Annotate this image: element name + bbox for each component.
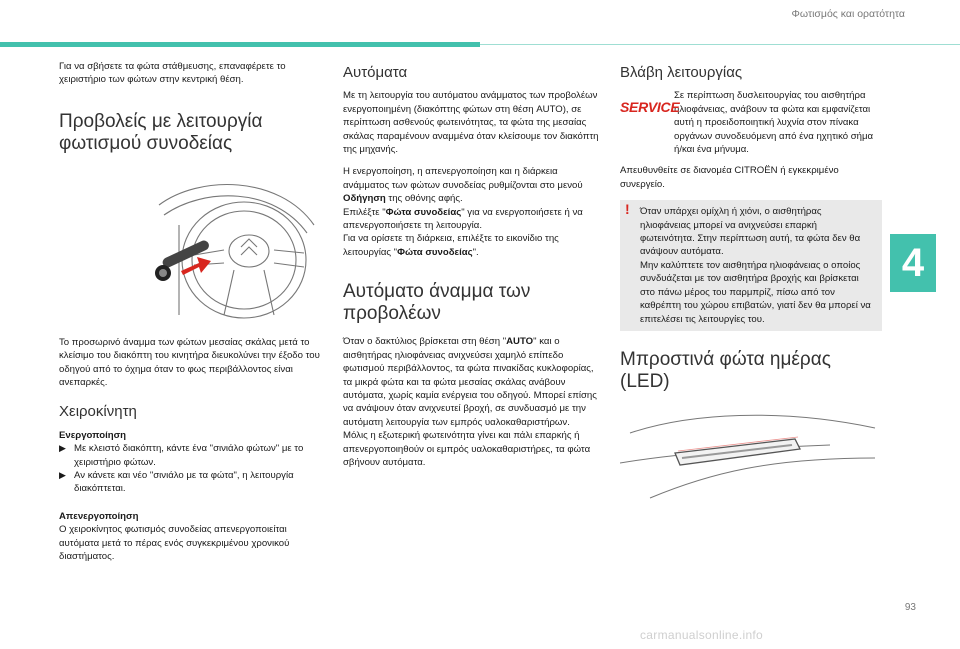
column-left <box>59 60 324 573</box>
steering-wheel-drawing <box>59 165 324 330</box>
heading-follow-me-lights: Προβολείς με λειτουργία φωτισμού συνοδείας <box>59 110 263 154</box>
dealer-text: Απευθυνθείτε σε διανομέα CITROËN ή εγκεκριμένο συνεργείο. <box>620 165 839 190</box>
follow-me-description: Το προσωρινό άναμμα των φώτων μεσαίας σκάλας μετά το κλείσιμο του διακόπτη του κινητήρα διευκολύνει την έξοδο του οδηγού από το όχημα όταν το φως περιβάλλοντος είναι ανεπαρκές. <box>59 336 320 389</box>
list-item: ▶ Με κλειστό διακόπτη, κάντε ένα "σινιάλο φώτων" με το χειριστήριο φώτων. <box>59 443 304 468</box>
deactivation-text: Ο χειροκίνητος φωτισμός συνοδείας απενεργοποιείται αυτόματα μετά το πέρας ενός συγκεκριμένου χρονικού διαστήματος. <box>59 524 290 563</box>
auto-paragraph-1: Με τη λειτουργία του αυτόματου ανάμματος των προβολέων ενεργοποιημένη (διακόπτης φώτων στη θέση AUTO), σε περίπτωση ασθενούς φωτεινότητας, τα φώτα της μεσαίας σκάλας παραμένουν αναμμένα όταν κλείσουμε τον διακόπτη της μηχανής. <box>343 90 599 156</box>
heading-daytime-running-lights: Μπροστινά φώτα ημέρας (LED) <box>620 348 831 392</box>
steering-wheel-illustration <box>59 165 324 330</box>
auto-headlamps-paragraph-2: Μόλις η εξωτερική φωτεινότητα γίνει και πάλι επαρκής ή απενεργοποιηθούν οι εμπρός υαλοκαθαριστήρες, τα φώτα σβήνουν αυτόματα. <box>343 430 591 468</box>
drl-illustration <box>620 403 882 513</box>
auto-paragraph-3: Επιλέξτε "Φώτα συνοδείας" για να ενεργοποιήσετε ή να απενεργοποιήσετε τη λειτουργία. <box>343 206 583 232</box>
arrow-bullet-icon: ▶ <box>59 443 66 454</box>
list-item: ▶ Αν κάνετε και νέο "σινιάλο με τα φώτα", η λειτουργία διακόπτεται. <box>59 470 294 495</box>
watermark: carmanualsonline.info <box>640 628 764 642</box>
warning-note <box>620 200 882 331</box>
column-right <box>620 60 882 513</box>
header-rule <box>480 44 960 45</box>
drl-headlamp-drawing <box>620 403 882 513</box>
chapter-tab: 4 <box>890 234 936 292</box>
header-accent-bar <box>0 42 480 47</box>
service-warning-icon: SERVICE <box>620 99 680 116</box>
intro-text: Για να σβήσετε τα φώτα στάθμευσης, επαναφέρετε το χειριστήριο των φώτων στην κεντρική θέση. <box>59 61 286 86</box>
heading-manual: Χειροκίνητη <box>59 403 137 421</box>
note-paragraph-1: Όταν υπάρχει ομίχλη ή χιόνι, ο αισθητήρας ηλιοφάνειας μπορεί να ανιχνεύσει επαρκή φωτεινότητα. Στην περίπτωση αυτή, τα φώτα δεν θα ανάψουν αυτόματα. <box>640 206 861 258</box>
auto-paragraph-2: Η ενεργοποίηση, η απενεργοποίηση και η διάρκεια ανάμματος των φώτων συνοδείας ρυθμίζονται στο μενού Οδήγηση της οθόνης αφής. <box>343 166 583 205</box>
warning-exclamation-icon: ! <box>625 201 630 218</box>
heading-automatic: Αυτόματα <box>343 64 408 81</box>
column-middle <box>343 60 605 478</box>
malfunction-text: Σε περίπτωση δυσλειτουργίας του αισθητήρα ηλιοφάνειας, ανάβουν τα φώτα και εμφανίζεται αυτή η προειδοποιητική λυχνία στον πίνακα οργάνων συνοδευόμενη από ένα ηχητικό σήμα ή/και ένα μήνυμα. <box>674 90 874 156</box>
section-title: Φωτισμός και ορατότητα <box>791 8 905 20</box>
note-paragraph-2: Μην καλύπτετε τον αισθητήρα ηλιοφάνειας ο οποίος συνδυάζεται με τον αισθητήρα βροχής και βρίσκεται στο πάνω μέρος του παρμπρίζ, πίσω από τον καθρέπτη του χώρου επιβατών, γιατί δεν θα μπορεί να επιτελέσει τις λειτουργίες του. <box>640 259 871 325</box>
activation-label: Ενεργοποίηση <box>59 429 127 441</box>
auto-headlamps-paragraph-1: Όταν ο δακτύλιος βρίσκεται στη θέση "AUTO" και ο αισθητήρας ηλιοφάνειας ανιχνεύσει χαμηλό επίπεδο φωτισμού περιβάλλοντος, τα φώτα πινακίδας κυκλοφορίας, τα μικρά φώτα και τα φώτα μεσαίας σκάλας ανάβουν αυτόματα, χωρίς καμία ενέργεια του οδηγού. Μπορεί επίσης να ανάψουν όταν ανιχνευτεί βροχή, σε συνδυασμό με την αυτόματη λειτουργία των εμπρός υαλοκαθαριστήρων. <box>343 336 597 428</box>
arrow-bullet-icon: ▶ <box>59 470 66 481</box>
heading-malfunction: Βλάβη λειτουργίας <box>620 64 743 81</box>
deactivation-label: Απενεργοποίηση <box>59 510 139 522</box>
service-warning-block <box>620 89 882 156</box>
auto-paragraph-4: Για να ορίσετε τη διάρκεια, επιλέξτε το εικονίδιο της λειτουργίας "Φώτα συνοδείας". <box>343 233 559 258</box>
page-number: 93 <box>904 602 916 613</box>
heading-auto-headlamps: Αυτόματο άναμμα των προβολέων <box>343 281 531 325</box>
